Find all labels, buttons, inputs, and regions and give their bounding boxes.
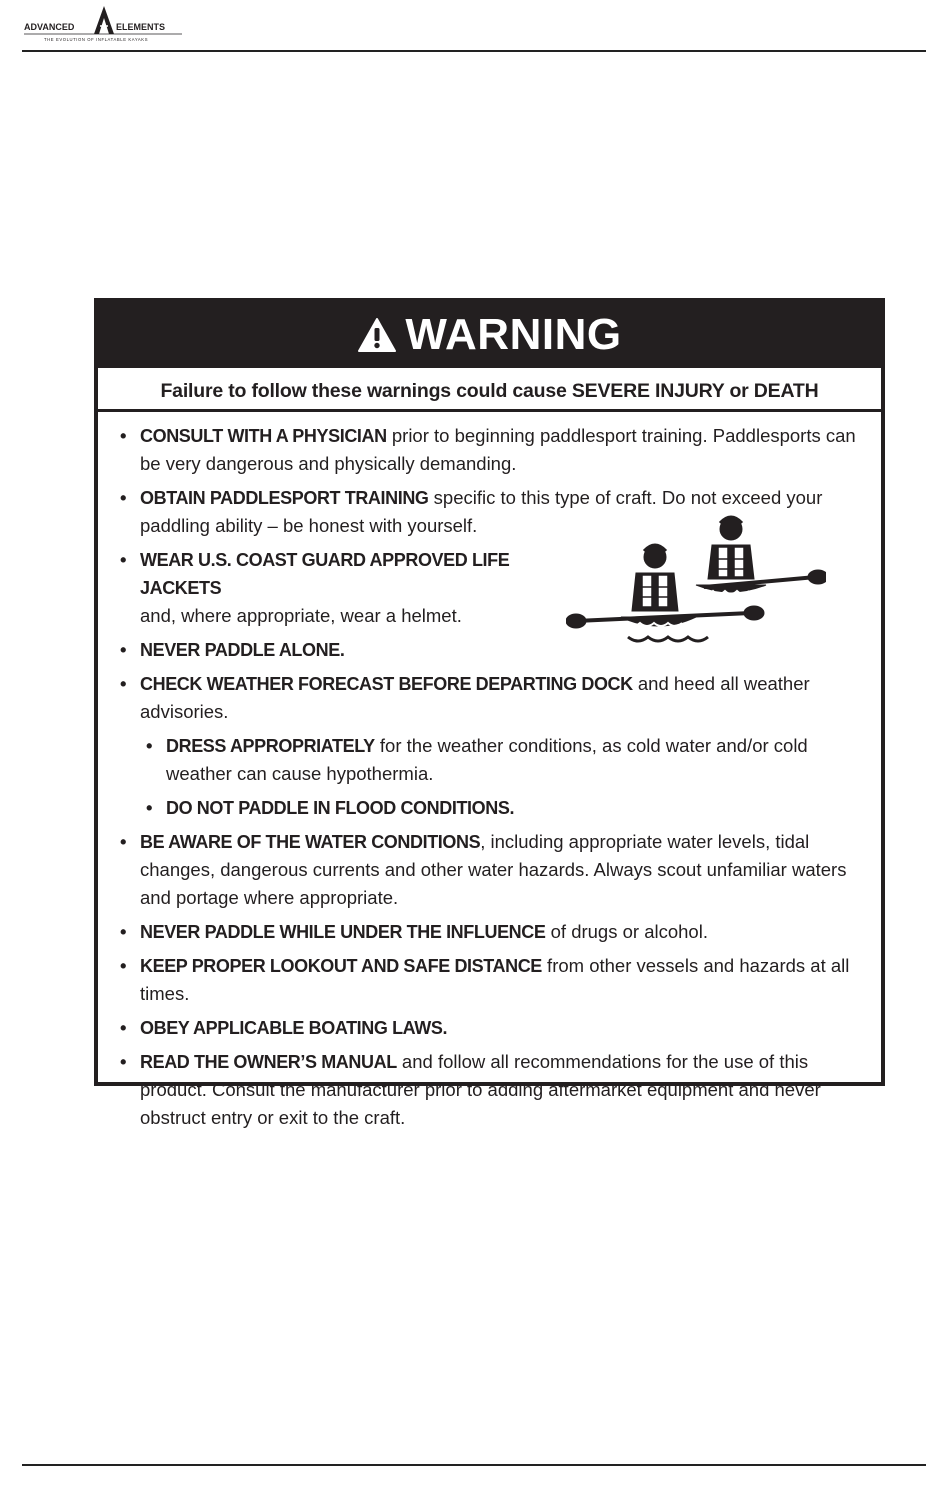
item-text: prior to beginning paddlesport training. Paddlesports can be very dangerous and physically demanding. xyxy=(140,425,856,474)
list-item xyxy=(118,670,868,726)
brand-logo xyxy=(22,4,192,44)
kayakers-life-jackets-icon xyxy=(566,507,826,647)
warning-title: WARNING xyxy=(405,310,622,359)
header-rule xyxy=(22,50,926,52)
brand-tagline: THE EVOLUTION OF INFLATABLE KAYAKS xyxy=(44,37,149,42)
item-bold: READ THE OWNER’S MANUAL xyxy=(140,1052,397,1072)
item-bold: NEVER PADDLE ALONE. xyxy=(140,640,345,660)
item-text: and, where appropriate, wear a helmet. xyxy=(140,605,462,626)
list-item xyxy=(118,918,868,946)
item-text: , including appropriate water levels, tidal changes, dangerous currents and other water hazards. Always scout unfamiliar waters and portage where appropriate. xyxy=(140,831,847,908)
footer-rule xyxy=(22,1464,926,1466)
item-bold: NEVER PADDLE WHILE UNDER THE INFLUENCE xyxy=(140,922,546,942)
item-bold: CHECK WEATHER FORECAST BEFORE DEPARTING DOCK xyxy=(140,674,633,694)
item-text: of drugs or alcohol. xyxy=(545,921,708,942)
list-item xyxy=(144,732,868,788)
item-bold: OBTAIN PADDLESPORT TRAINING xyxy=(140,488,429,508)
item-bold: DO NOT PADDLE IN FLOOD CONDITIONS. xyxy=(166,798,515,818)
item-bold: CONSULT WITH A PHYSICIAN xyxy=(140,426,387,446)
list-item xyxy=(118,828,868,912)
subtitle-rule xyxy=(98,409,885,412)
item-bold: KEEP PROPER LOOKOUT AND SAFE DISTANCE xyxy=(140,956,542,976)
item-text: specific to this type of craft. Do not exceed your paddling ability – be honest with yourself. xyxy=(140,487,823,536)
list-item xyxy=(118,546,570,630)
item-text: and follow all recommendations for the use of this product. Consult the manufacturer prior to adding aftermarket equipment and never obstruct entry or exit to the craft. xyxy=(140,1051,821,1128)
list-item xyxy=(118,952,868,1008)
list-item xyxy=(118,636,570,664)
list-item xyxy=(118,422,868,478)
item-bold: DRESS APPROPRIATELY xyxy=(166,736,375,756)
warning-subtitle: Failure to follow these warnings could cause SEVERE INJURY or DEATH xyxy=(160,380,819,402)
item-text: from other vessels and hazards at all times. xyxy=(140,955,850,1004)
warning-triangle-icon xyxy=(357,317,397,353)
list-item xyxy=(118,1048,868,1132)
brand-left-text: ADVANCED xyxy=(24,22,75,32)
item-text: for the weather conditions, as cold water and/or cold weather can cause hypothermia. xyxy=(166,735,808,784)
item-text: and heed all weather advisories. xyxy=(140,673,810,722)
item-bold: OBEY APPLICABLE BOATING LAWS. xyxy=(140,1018,448,1038)
warning-label xyxy=(94,298,885,1128)
brand-logo-icon xyxy=(94,6,114,34)
item-bold: BE AWARE OF THE WATER CONDITIONS xyxy=(140,832,481,852)
list-item xyxy=(118,1014,868,1042)
warning-header xyxy=(98,302,881,368)
item-bold: WEAR U.S. COAST GUARD APPROVED LIFE JACKETS xyxy=(140,550,510,598)
brand-right-text: ELEMENTS xyxy=(116,22,166,32)
list-item xyxy=(144,794,868,822)
